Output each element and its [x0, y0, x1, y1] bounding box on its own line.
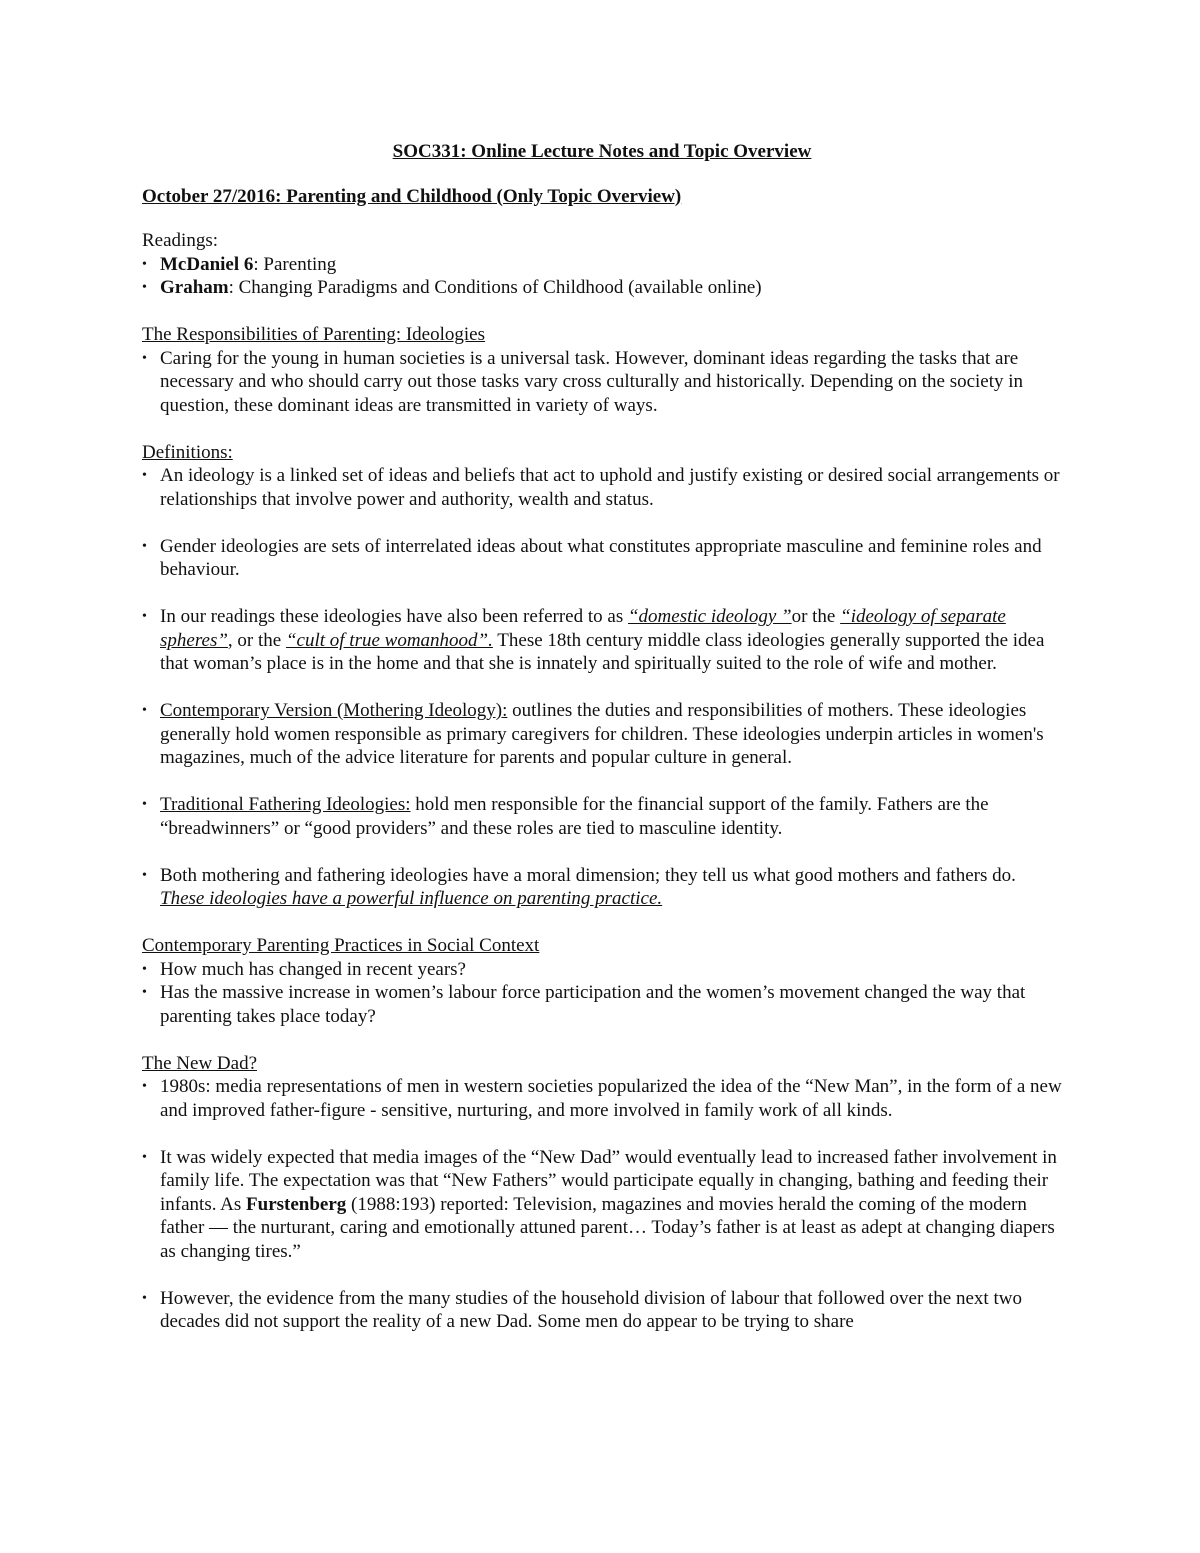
bullet-icon: • — [142, 985, 147, 1000]
document-page — [142, 140, 1062, 1334]
bullet-icon: • — [142, 867, 147, 883]
definitions-section — [142, 441, 1062, 911]
practices-section — [142, 934, 1062, 1028]
bullet-icon: • — [142, 256, 147, 272]
new-dad-section — [142, 1052, 1062, 1334]
list-item: • Caring for the young in human societies is a universal task. However, dominant ideas regarding the tasks that are necessary and who should carry out those tasks vary cross culturally and historically. Depending on the society in question, these dominant ideas are transmitted in variety of ways. — [142, 347, 1024, 416]
list-item: • Contemporary Version (Mothering Ideology): outlines the duties and responsibilities of mothers. These ideologies generally hold women responsible as primary caregivers for children. These ideologies underpin articles in women's magazines, much of the advice literature for parents and popular culture in general. — [142, 700, 1044, 768]
responsibilities-heading: The Responsibilities of Parenting: Ideologies — [142, 324, 486, 345]
bullet-icon: • — [142, 280, 147, 295]
practices-heading: Contemporary Parenting Practices in Social Context — [142, 935, 540, 956]
list-item: • Traditional Fathering Ideologies: hold men responsible for the financial support of the family. Fathers are the “breadwinners” or “good providers” and these roles are tied to masculine identity. — [142, 794, 989, 839]
list-item: • Both mothering and fathering ideologies have a moral dimension; they tell us what good mothers and fathers do. These ideologies have a powerful influence on parenting practice. — [142, 864, 1016, 909]
list-item: • 1980s: media representations of men in western societies popularized the idea of the “New Man”, in the form of a new and improved father-figure - sensitive, nurturing, and more involved in family work of all kinds. — [142, 1076, 1062, 1121]
lecture-heading: October 27/2016: Parenting and Childhood (Only Topic Overview) — [142, 185, 682, 207]
list-item: • It was widely expected that media images of the “New Dad” would eventually lead to increased father involvement in family life. The expectation was that “New Fathers” would participate equally in changing, bathing and feeding their infants. As Furstenberg (1988:193) reported: Television, magazines and movies herald the coming of the modern father — the nurturant, caring and emotionally attuned parent… Today’s father is at least as adept at changing diapers as changing tires.” — [142, 1146, 1057, 1262]
bullet-icon: • — [142, 1079, 147, 1094]
list-item: • Has the massive increase in women’s labour force participation and the women’s movement changed the way that parenting takes place today? — [142, 982, 1026, 1027]
list-item: • However, the evidence from the many studies of the household division of labour that followed over the next two decades did not support the reality of a new Dad. Some men do appear to be trying to share — [142, 1287, 1022, 1332]
bullet-icon: • — [142, 468, 147, 483]
bullet-icon: • — [142, 350, 147, 366]
definitions-heading: Definitions: — [142, 441, 233, 463]
document-title: SOC331: Online Lecture Notes and Topic Overview — [392, 141, 812, 162]
list-item: • In our readings these ideologies have also been referred to as “domestic ideology ”or the “ideology of separate spheres”, or the “cult of true womanhood”. These 18th century middle class ideologies generally supported the idea that woman’s place is in the home and that she is innately and spiritually suited to the role of wife and mother. — [142, 606, 1045, 674]
list-item: • An ideology is a linked set of ideas and beliefs that act to uphold and justify existing or desired social arrangements or relationships that involve power and authority, wealth and status. — [142, 465, 1060, 510]
responsibilities-section — [142, 323, 1062, 417]
readings-heading: Readings: — [142, 230, 218, 251]
bullet-icon: • — [142, 609, 147, 624]
reading-item: • McDaniel 6: Parenting — [142, 253, 337, 275]
readings-list — [142, 253, 1062, 300]
reading-item: • Graham: Changing Paradigms and Conditions of Childhood (available online) — [142, 277, 762, 298]
bullet-icon: • — [142, 538, 147, 554]
bullet-icon: • — [142, 1149, 147, 1165]
bullet-icon: • — [142, 1290, 147, 1306]
bullet-icon: • — [142, 797, 147, 812]
list-item: • How much has changed in recent years? — [142, 958, 466, 980]
readings-section — [142, 229, 1062, 300]
list-item: • Gender ideologies are sets of interrelated ideas about what constitutes appropriate masculine and feminine roles and behaviour. — [142, 535, 1042, 580]
bullet-icon: • — [142, 703, 147, 718]
bullet-icon: • — [142, 961, 147, 977]
new-dad-heading: The New Dad? — [142, 1052, 258, 1074]
